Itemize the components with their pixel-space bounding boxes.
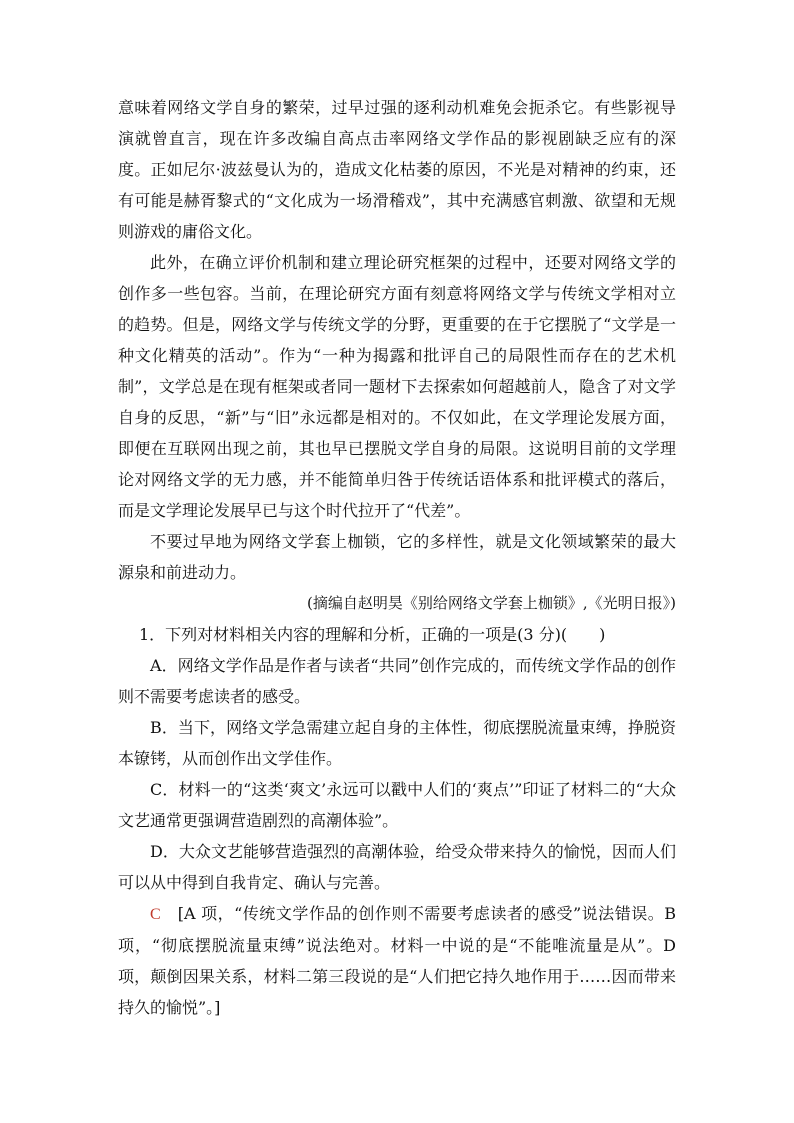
answer-letter: C bbox=[150, 906, 161, 923]
option-c: C．材料一的“这类‘爽文’永远可以戳中人们的‘爽点’”印证了材料二的“大众文艺通常更强调营造剧烈的高潮体验”。 bbox=[118, 780, 676, 830]
option-a: A．网络文学作品是作者与读者“共同”创作完成的，而传统文学作品的创作则不需要考虑读者的感受。 bbox=[118, 656, 676, 706]
option-d: D．大众文艺能够营造强烈的高潮体验，给受众带来持久的愉悦，因而人们可以从中得到自我肯定、确认与完善。 bbox=[118, 842, 676, 892]
option-b: B．当下，网络文学急需建立起自身的主体性，彻底摆脱流量束缚，挣脱资本镣铐，从而创作出文学佳作。 bbox=[118, 718, 676, 768]
paragraph-2: 此外，在确立评价机制和建立理论研究框架的过程中，还要对网络文学的创作多一些包容。当前，在理论研究方面有刻意将网络文学与传统文学相对立的趋势。但是，网络文学与传统文学的分野，更重要的在于它摆脱了“文学是一种文化精英的活动”。作为“一种为揭露和批评自己的局限性而存在的艺术机制”，文学总是在现有框架或者同一题材下去探索如何超越前人，隐含了对文学自身的反思，“新”与“旧”永远都是相对的。不仅如此，在文学理论发展方面，即便在互联网出现之前，其也早已摆脱文学自身的局限。这说明目前的文学理论对网络文学的无力感，并不能简单归咎于传统话语体系和批评模式的落后，而是文学理论发展早已与这个时代拉开了“代差”。 bbox=[118, 253, 676, 520]
paragraph-3: 不要过早地为网络文学套上枷锁，它的多样性，就是文化领域繁荣的最大源泉和前进动力。 bbox=[118, 532, 676, 582]
source-citation: (摘编自赵明昊《别给网络文学套上枷锁》,《光明日报》) bbox=[307, 594, 676, 612]
answer-block bbox=[118, 898, 676, 1023]
question-stem: 1．下列对材料相关内容的理解和分析，正确的一项是(3 分)( ) bbox=[139, 625, 606, 644]
answer-explanation: [A 项，“传统文学作品的创作则不需要考虑读者的感受”说法错误。B 项，“彻底摆脱流量束缚”说法绝对。材料一中说的是“不能唯流量是从”。D 项，颠倒因果关系，材料二第三段说的是“人们把它持久地作用于……因而带来持久的愉悦”。] bbox=[118, 904, 676, 1017]
paragraph-1: 意味着网络文学自身的繁荣，过早过强的逐利动机难免会扼杀它。有些影视导演就曾直言，现在许多改编自高点击率网络文学作品的影视剧缺乏应有的深度。正如尼尔·波兹曼认为的，造成文化枯萎的原因，不光是对精神的约束，还有可能是赫胥黎式的“文化成为一场滑稽戏”，其中充满感官刺激、欲望和无规则游戏的庸俗文化。 bbox=[118, 98, 676, 241]
document-page bbox=[118, 92, 676, 1023]
